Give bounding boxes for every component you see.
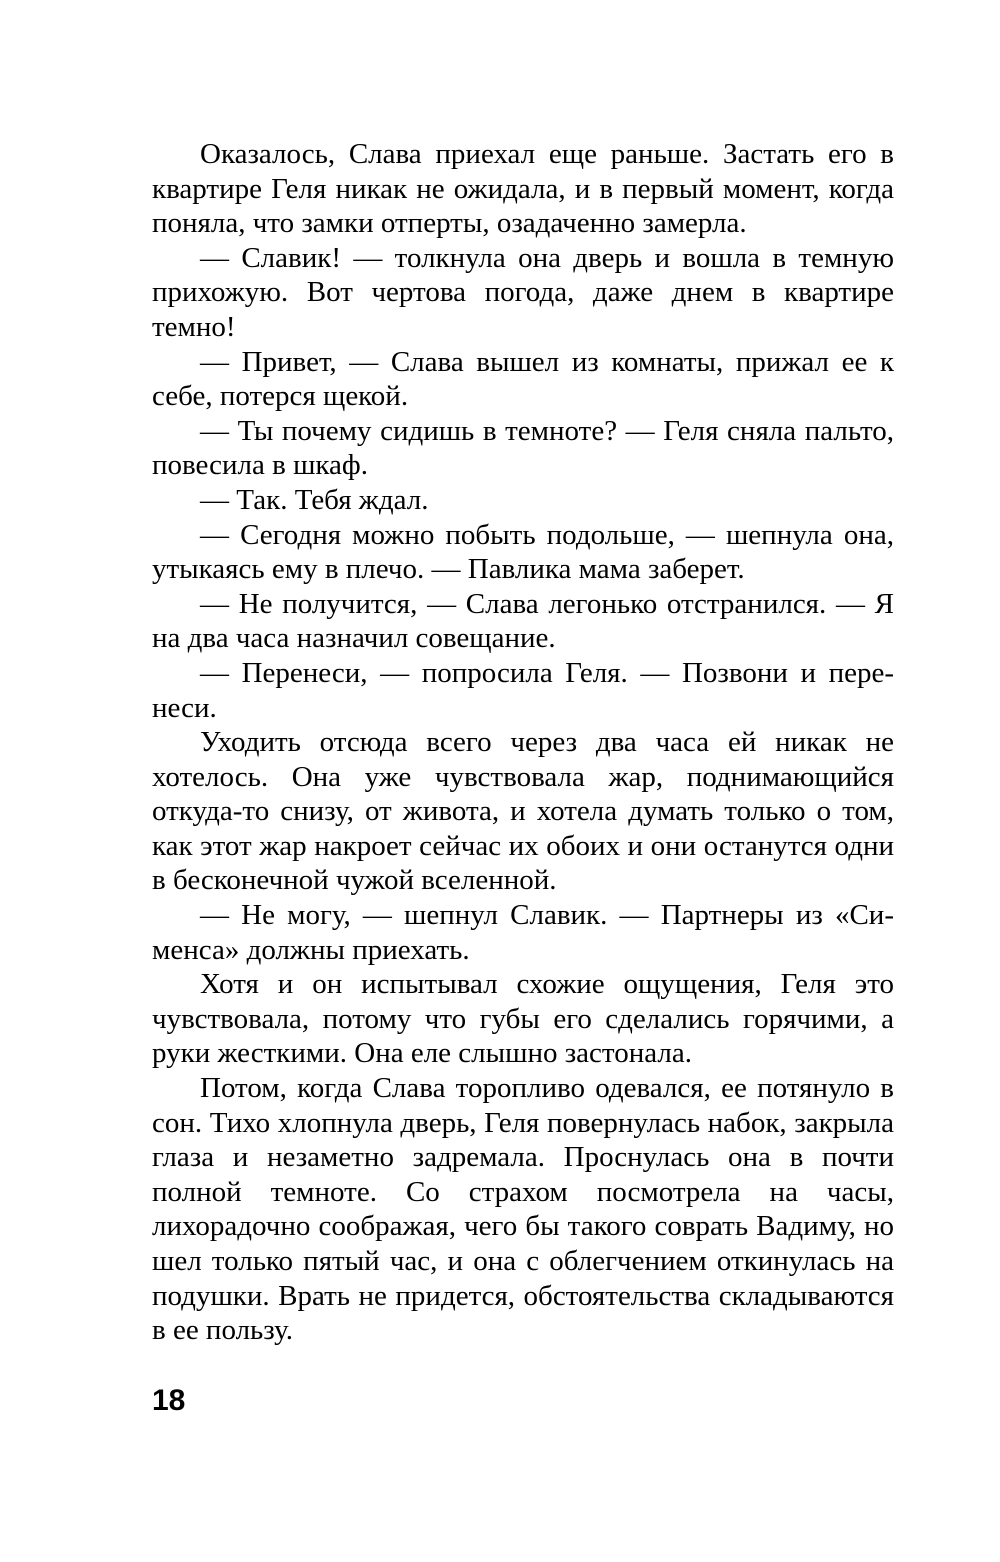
paragraph: — Сегодня можно побыть подольше, — шепнула она, утыкаясь ему в плечо. — Павлика мама заберет.	[152, 518, 894, 586]
paragraph: — Ты почему сидишь в темноте? — Геля сняла пальто, повесила в шкаф.	[152, 414, 894, 482]
paragraph: — Перенеси, — попросила Геля. — Позвони и перенеси.	[152, 656, 894, 724]
paragraph: Уходить отсюда всего через два часа ей никак не хотелось. Она уже чувствовала жар, поднимающийся откуда-то снизу, от живота, и хотела думать только о том, как этот жар накроет сейчас их обоих и они останутся одни в бесконечной чужой вселенной.	[152, 726, 894, 897]
paragraph: — Славик! — толкнула она дверь и вошла в темную прихожую. Вот чертова погода, даже днем в квартире темно!	[152, 241, 894, 343]
paragraph: Хотя и он испытывал схожие ощущения, Геля это чувствовала, потому что губы его сделались горячими, а руки жесткими. Она еле слышно застонала.	[152, 968, 894, 1070]
paragraph: Потом, когда Слава торопливо одевался, ее потянуло в сон. Тихо хлопнула дверь, Геля повернулась набок, закрыла глаза и незаметно задремала. Проснулась она в почти полной темноте. Со страхом посмотрела на часы, лихорадочно соображая, чего бы такого соврать Вадиму, но шел только пятый час, и она с облегчением откинулась на подушки. Врать не придется, обстоятельства складываются в ее пользу.	[152, 1072, 894, 1347]
paragraph: Оказалось, Слава приехал еще раньше. Застать его в квартире Геля никак не ожидала, и в первый момент, когда поняла, что замки отперты, озадаченно замерла.	[152, 138, 894, 240]
paragraph: — Привет, — Слава вышел из комнаты, прижал ее к себе, потерся щекой.	[152, 345, 894, 413]
paragraph: — Так. Тебя ждал.	[200, 483, 429, 516]
page-body	[152, 137, 894, 1348]
page-number: 18	[152, 1384, 186, 1417]
paragraph: — Не получится, — Слава легонько отстранился. — Я на два часа назначил совещание.	[152, 587, 894, 655]
paragraph: — Не могу, — шепнул Славик. — Партнеры из «Сименса» должны приехать.	[152, 899, 894, 966]
